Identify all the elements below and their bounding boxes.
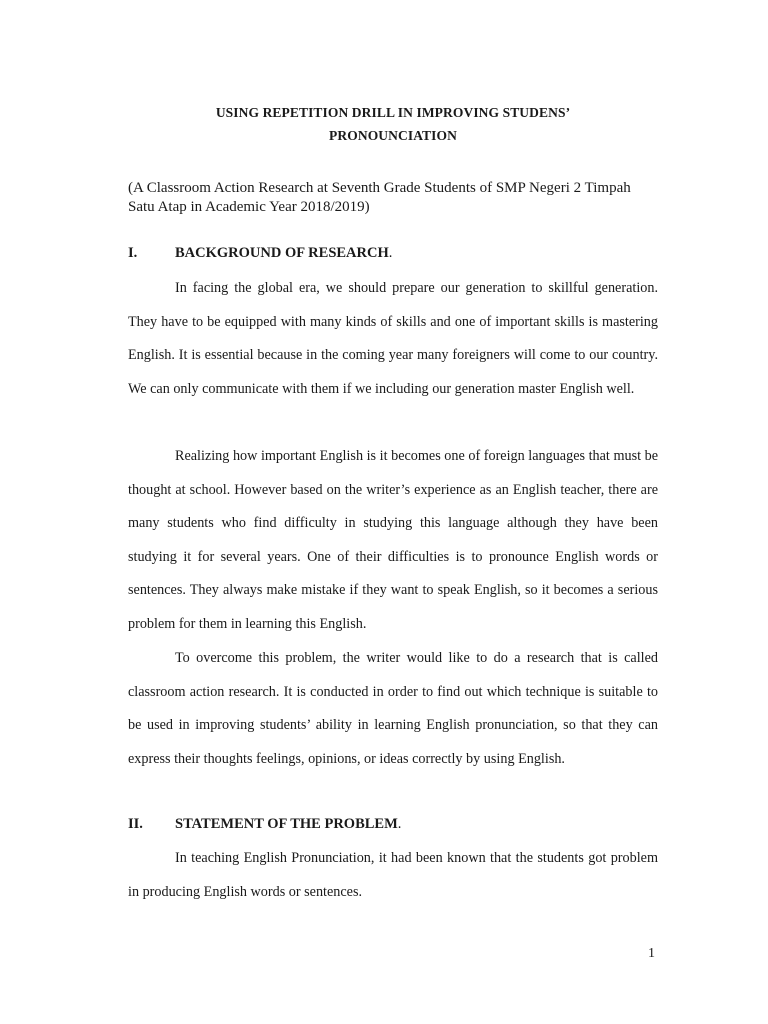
paragraph: [128, 272, 658, 406]
section-number: II.: [128, 816, 143, 832]
section-heading-text: STATEMENT OF THE PROBLEM: [175, 816, 398, 832]
section-heading-suffix: .: [388, 245, 393, 261]
paragraph: [128, 842, 658, 909]
paragraph-text: In facing the global era, we should prepare our generation to skillful generation. They have to be equipped with many kinds of skills and one of important skills is mastering English. It is essential because in the coming year many foreigners will come to our country. We can only communicate with them if we including our generation master English well.: [128, 280, 658, 397]
section-heading-statement: [128, 816, 401, 833]
section-number: I.: [128, 245, 138, 261]
section-heading-background: [128, 245, 392, 262]
paragraph-text: Realizing how important English is it becomes one of foreign languages that must be thought at school. However based on the writer’s experience as an English teacher, there are many students who find difficulty in studying this language although they have been studying it for several years. One of their difficulties is to pronounce English words or sentences. They always make mistake if they want to speak English, so it becomes a serious problem for them in learning this English.: [128, 448, 658, 632]
paragraph-text: To overcome this problem, the writer would like to do a research that is called classroom action research. It is conducted in order to find out which technique is suitable to be used in improving students’ ability in learning English pronunciation, so that they can express their thoughts feelings, opinions, or ideas correctly by using English.: [128, 650, 658, 767]
page-number: 1: [648, 946, 655, 961]
paragraph-text: In teaching English Pronunciation, it had been known that the students got problem in producing English words or sentences.: [128, 850, 658, 900]
document-subtitle: (A Classroom Action Research at Seventh Grade Students of SMP Negeri 2 Timpah Satu Atap in Academic Year 2018/2019): [128, 180, 631, 215]
paragraph: [128, 642, 658, 776]
section-heading-text: BACKGROUND OF RESEARCH: [175, 245, 389, 261]
document-title-line-1: USING REPETITION DRILL IN IMPROVING STUDENS’: [215, 105, 571, 120]
paragraph: [128, 440, 658, 641]
document-title-line-2: PRONOUNCIATION: [329, 128, 457, 143]
section-heading-suffix: .: [397, 816, 402, 832]
